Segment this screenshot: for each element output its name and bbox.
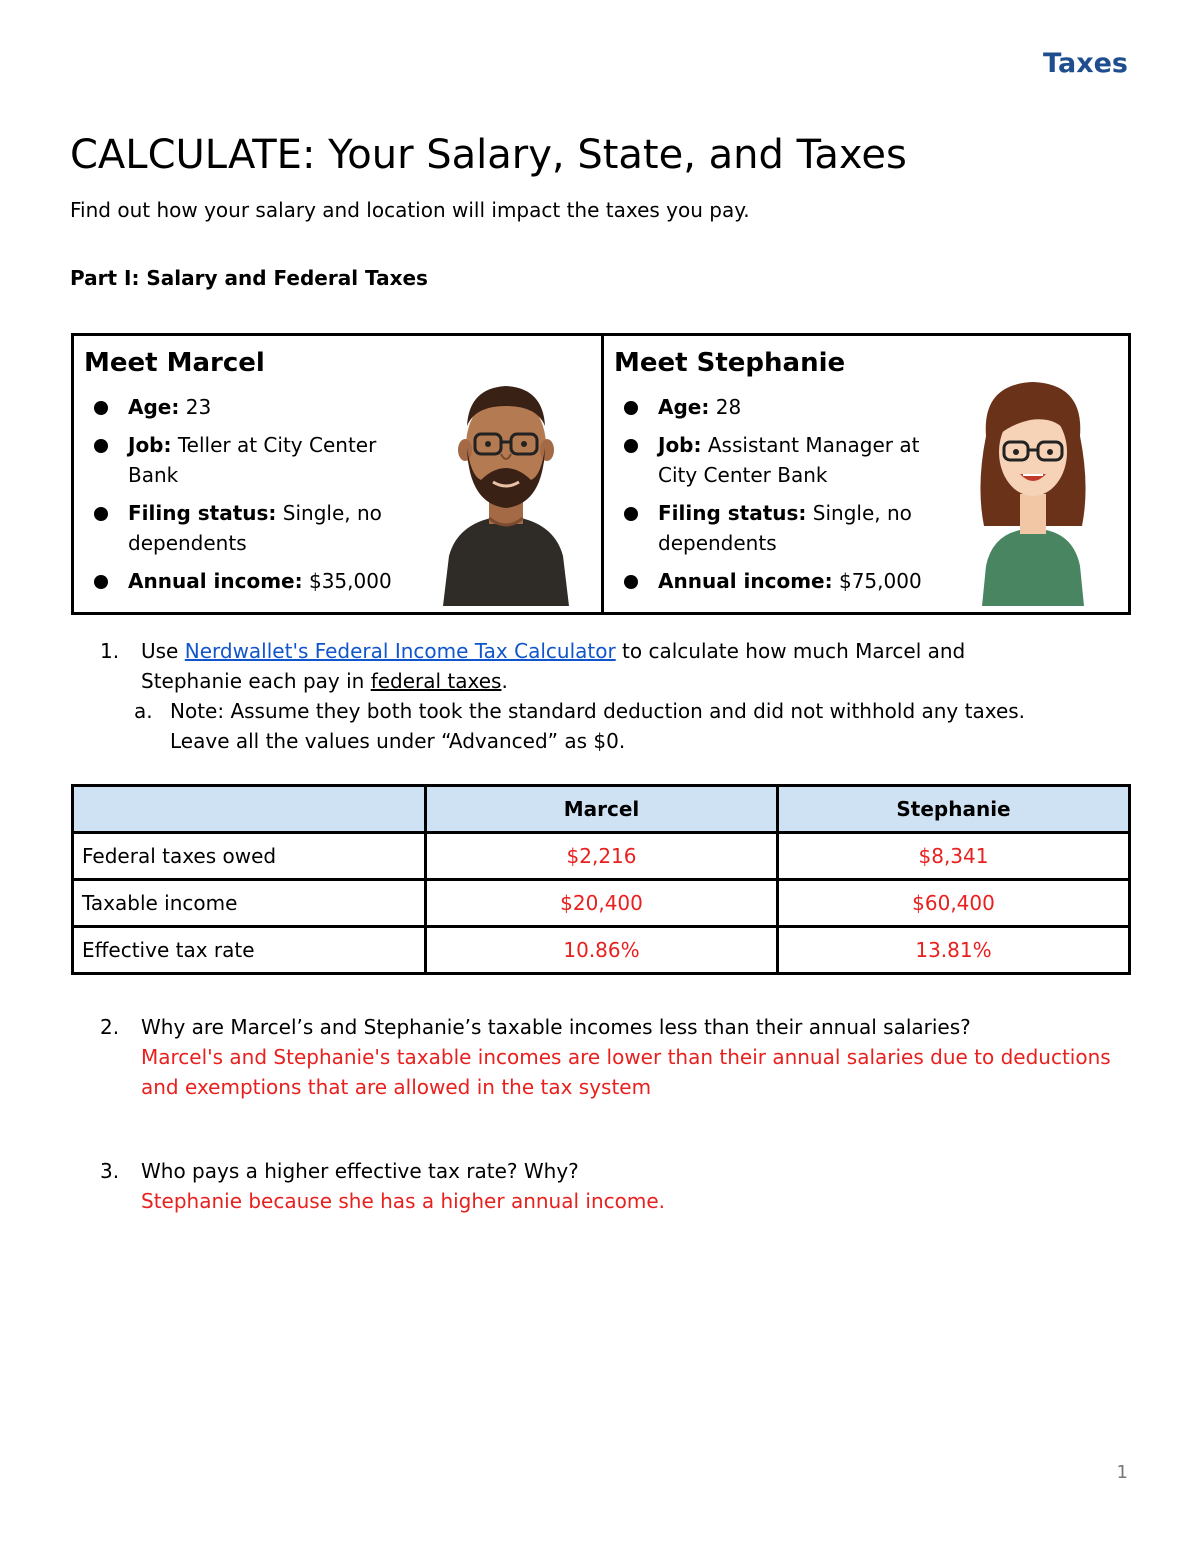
person-card-stephanie <box>601 336 1128 612</box>
marcel-value: 10.86% <box>426 927 778 974</box>
header-tag: Taxes <box>1043 48 1128 79</box>
person-name: Meet Marcel <box>84 348 265 378</box>
marcel-avatar-icon <box>431 376 581 606</box>
table-row <box>73 833 1130 880</box>
question-number: 2. <box>100 1015 120 1039</box>
part-heading: Part I: Salary and Federal Taxes <box>70 266 428 290</box>
stephanie-value: $8,341 <box>778 833 1130 880</box>
nerdwallet-calculator-link[interactable]: Nerdwallet's Federal Income Tax Calculator <box>184 639 616 663</box>
question-1-text: 1. Use Nerdwallet's Federal Income Tax Calculator to calculate how much Marcel and Stephanie each pay in federal taxes. <box>100 636 1070 696</box>
person-name: Meet Stephanie <box>614 348 846 378</box>
question-3-text: Who pays a higher effective tax rate? Why? <box>141 1159 579 1183</box>
person-card-marcel <box>74 336 601 612</box>
table-row <box>73 880 1130 927</box>
fact-job: Job: Assistant Manager at City Center Bank <box>624 430 944 490</box>
people-box <box>71 333 1131 615</box>
question-2-answer: Marcel's and Stephanie's taxable incomes are lower than their annual salaries due to deductions and exemptions that are allowed in the tax system <box>141 1045 1111 1099</box>
question-2-text: Why are Marcel’s and Stephanie’s taxable incomes less than their annual salaries? <box>141 1015 971 1039</box>
stephanie-value: 13.81% <box>778 927 1130 974</box>
fact-income: Annual income: $35,000 <box>94 566 414 596</box>
note-letter: a. <box>134 699 153 723</box>
question-3-answer: Stephanie because she has a higher annual income. <box>141 1189 666 1213</box>
person-facts <box>624 392 944 604</box>
fact-job: Job: Teller at City Center Bank <box>94 430 414 490</box>
table-header-cell: Marcel <box>426 786 778 833</box>
bullet-icon <box>624 507 638 521</box>
marcel-value: $20,400 <box>426 880 778 927</box>
question-1 <box>100 636 1070 756</box>
bullet-icon <box>94 401 108 415</box>
marcel-value: $2,216 <box>426 833 778 880</box>
bullet-icon <box>94 575 108 589</box>
row-label: Effective tax rate <box>73 927 426 974</box>
bullet-icon <box>624 401 638 415</box>
question-2 <box>100 1012 1131 1102</box>
fact-income: Annual income: $75,000 <box>624 566 944 596</box>
stephanie-value: $60,400 <box>778 880 1130 927</box>
question-number: 3. <box>100 1159 120 1183</box>
bullet-icon <box>624 575 638 589</box>
fact-filing: Filing status: Single, no dependents <box>94 498 414 558</box>
bullet-icon <box>94 439 108 453</box>
federal-tax-table <box>71 784 1131 975</box>
row-label: Taxable income <box>73 880 426 927</box>
bullet-icon <box>624 439 638 453</box>
bullet-icon <box>94 507 108 521</box>
fact-age: Age: 23 <box>94 392 414 422</box>
table-header-cell: Stephanie <box>778 786 1130 833</box>
question-1-note: a. Note: Assume they both took the standard deduction and did not withhold any taxes. Leave all the values under “Advanced” as $0. <box>100 696 1070 756</box>
table-header-row <box>73 786 1130 833</box>
fact-filing: Filing status: Single, no dependents <box>624 498 944 558</box>
subtitle: Find out how your salary and location will impact the taxes you pay. <box>70 198 750 222</box>
row-label: Federal taxes owed <box>73 833 426 880</box>
stephanie-avatar-icon <box>958 376 1108 606</box>
person-facts <box>94 392 414 604</box>
page-number: 1 <box>1116 1462 1128 1483</box>
table-row <box>73 927 1130 974</box>
federal-taxes-underlined: federal taxes <box>370 669 502 693</box>
table-header-cell <box>73 786 426 833</box>
question-3 <box>100 1156 1131 1216</box>
question-number: 1. <box>100 639 120 663</box>
page-title: CALCULATE: Your Salary, State, and Taxes <box>70 132 907 178</box>
fact-age: Age: 28 <box>624 392 944 422</box>
